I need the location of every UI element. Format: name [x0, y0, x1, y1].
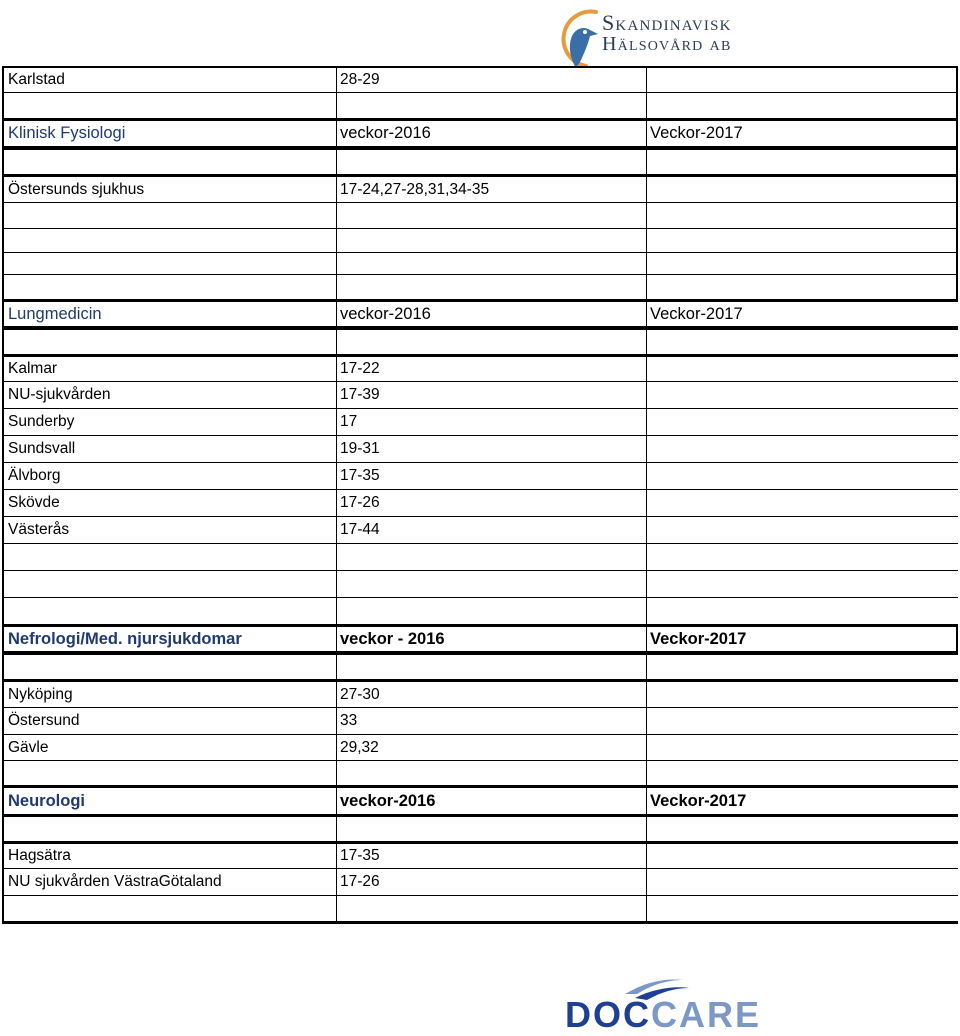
- weeks-2016: 17-26: [337, 490, 647, 516]
- empty-row: [2, 814, 958, 841]
- empty-row: [2, 252, 958, 274]
- clinic-name: NU-sjukvården: [2, 382, 337, 408]
- section-header-nefrologi: [2, 624, 958, 654]
- column-header-2017: Veckor-2017: [650, 304, 743, 323]
- kookaburra-bird-icon: [552, 8, 600, 74]
- empty-row: [2, 202, 958, 228]
- section-header-klinisk-fysiologi: [2, 118, 958, 149]
- weeks-2016: 29,32: [337, 735, 647, 760]
- table-row: [2, 516, 958, 543]
- weeks-2017: [647, 68, 958, 92]
- empty-row: [2, 274, 958, 299]
- weeks-2016: 17-39: [337, 382, 647, 408]
- section-title: Nefrologi/Med. njursjukdomar: [2, 627, 337, 651]
- weeks-2017: [647, 357, 958, 381]
- table-row: [2, 489, 958, 516]
- table-row: [2, 462, 958, 489]
- table-row: [2, 381, 958, 408]
- weeks-2017: [647, 517, 958, 543]
- empty-row: [2, 92, 958, 118]
- weeks-2017: [647, 409, 958, 435]
- column-header-2016: veckor-2016: [337, 121, 647, 146]
- logo-line-2: Hälsovård ab: [602, 33, 732, 55]
- table-row: [2, 707, 958, 734]
- weeks-2016: 17-35: [337, 844, 647, 868]
- weeks-2017: [647, 869, 958, 895]
- section-header-neurologi: [2, 785, 958, 814]
- table-row: [2, 841, 958, 868]
- weeks-2017: [647, 382, 958, 408]
- table-row: [2, 868, 958, 895]
- weeks-2016: 27-30: [337, 682, 647, 707]
- table-row: [2, 408, 958, 435]
- column-header-2017: Veckor-2017: [647, 627, 958, 651]
- clinic-week-table: [2, 66, 958, 924]
- empty-row: [2, 543, 958, 570]
- empty-row: [2, 760, 958, 785]
- doc-care-logo: [565, 972, 762, 1035]
- column-header-2016: veckor-2016: [337, 788, 647, 814]
- clinic-name: Östersund: [2, 708, 337, 734]
- weeks-2017: [647, 436, 958, 462]
- weeks-2017: [647, 735, 958, 760]
- table-row: [2, 66, 958, 92]
- section-title: Lungmedicin: [2, 302, 337, 326]
- weeks-2016: 17-35: [337, 463, 647, 489]
- clinic-name: Älvborg: [2, 463, 337, 489]
- weeks-2017: [647, 463, 958, 489]
- table-row: [2, 435, 958, 462]
- logo-doc-text: DOC: [565, 994, 651, 1035]
- column-header-2016: veckor - 2016: [337, 627, 647, 651]
- clinic-name: Sundsvall: [2, 436, 337, 462]
- section-title: Klinisk Fysiologi: [2, 121, 337, 146]
- section-header-lungmedicin: [2, 299, 958, 329]
- section-title: Neurologi: [2, 788, 337, 814]
- clinic-name: Karlstad: [2, 68, 337, 92]
- clinic-name: NU sjukvården VästraGötaland: [2, 869, 337, 895]
- weeks-2017: [647, 844, 958, 868]
- clinic-name: Skövde: [2, 490, 337, 516]
- empty-row: [2, 329, 958, 354]
- weeks-2016: 17-22: [337, 357, 647, 381]
- weeks-2017: [647, 682, 958, 707]
- table-row: [2, 679, 958, 707]
- table-row: [2, 734, 958, 760]
- weeks-2016: 17: [337, 409, 647, 435]
- weeks-2016: 33: [337, 708, 647, 734]
- empty-row: [2, 149, 958, 174]
- weeks-2017: [647, 177, 958, 202]
- logo-line-1: Skandinavisk: [602, 10, 732, 35]
- weeks-2016: 19-31: [337, 436, 647, 462]
- table-row: [2, 174, 958, 202]
- empty-row: [2, 654, 958, 679]
- clinic-name: Västerås: [2, 517, 337, 543]
- clinic-name: Östersunds sjukhus: [2, 177, 337, 202]
- empty-row: [2, 228, 958, 252]
- clinic-name: Kalmar: [2, 357, 337, 381]
- table-row: [2, 354, 958, 381]
- weeks-2016: 28-29: [337, 68, 647, 92]
- column-header-2016: veckor-2016: [337, 302, 647, 326]
- weeks-2017: [647, 708, 958, 734]
- weeks-2016: 17-24,27-28,31,34-35: [337, 177, 647, 202]
- column-header-2017: Veckor-2017: [650, 791, 747, 810]
- weeks-2017: [647, 490, 958, 516]
- clinic-name: Gävle: [2, 735, 337, 760]
- skandinavisk-halsovard-logo: [552, 8, 772, 74]
- clinic-name: Hagsätra: [2, 844, 337, 868]
- logo-care-text: CARE: [651, 994, 762, 1035]
- empty-row: [2, 570, 958, 597]
- empty-row: [2, 895, 958, 924]
- clinic-name: Nyköping: [2, 682, 337, 707]
- empty-row: [2, 597, 958, 624]
- clinic-name: Sunderby: [2, 409, 337, 435]
- column-header-2017: Veckor-2017: [647, 121, 958, 146]
- weeks-2016: 17-26: [337, 869, 647, 895]
- weeks-2016: 17-44: [337, 517, 647, 543]
